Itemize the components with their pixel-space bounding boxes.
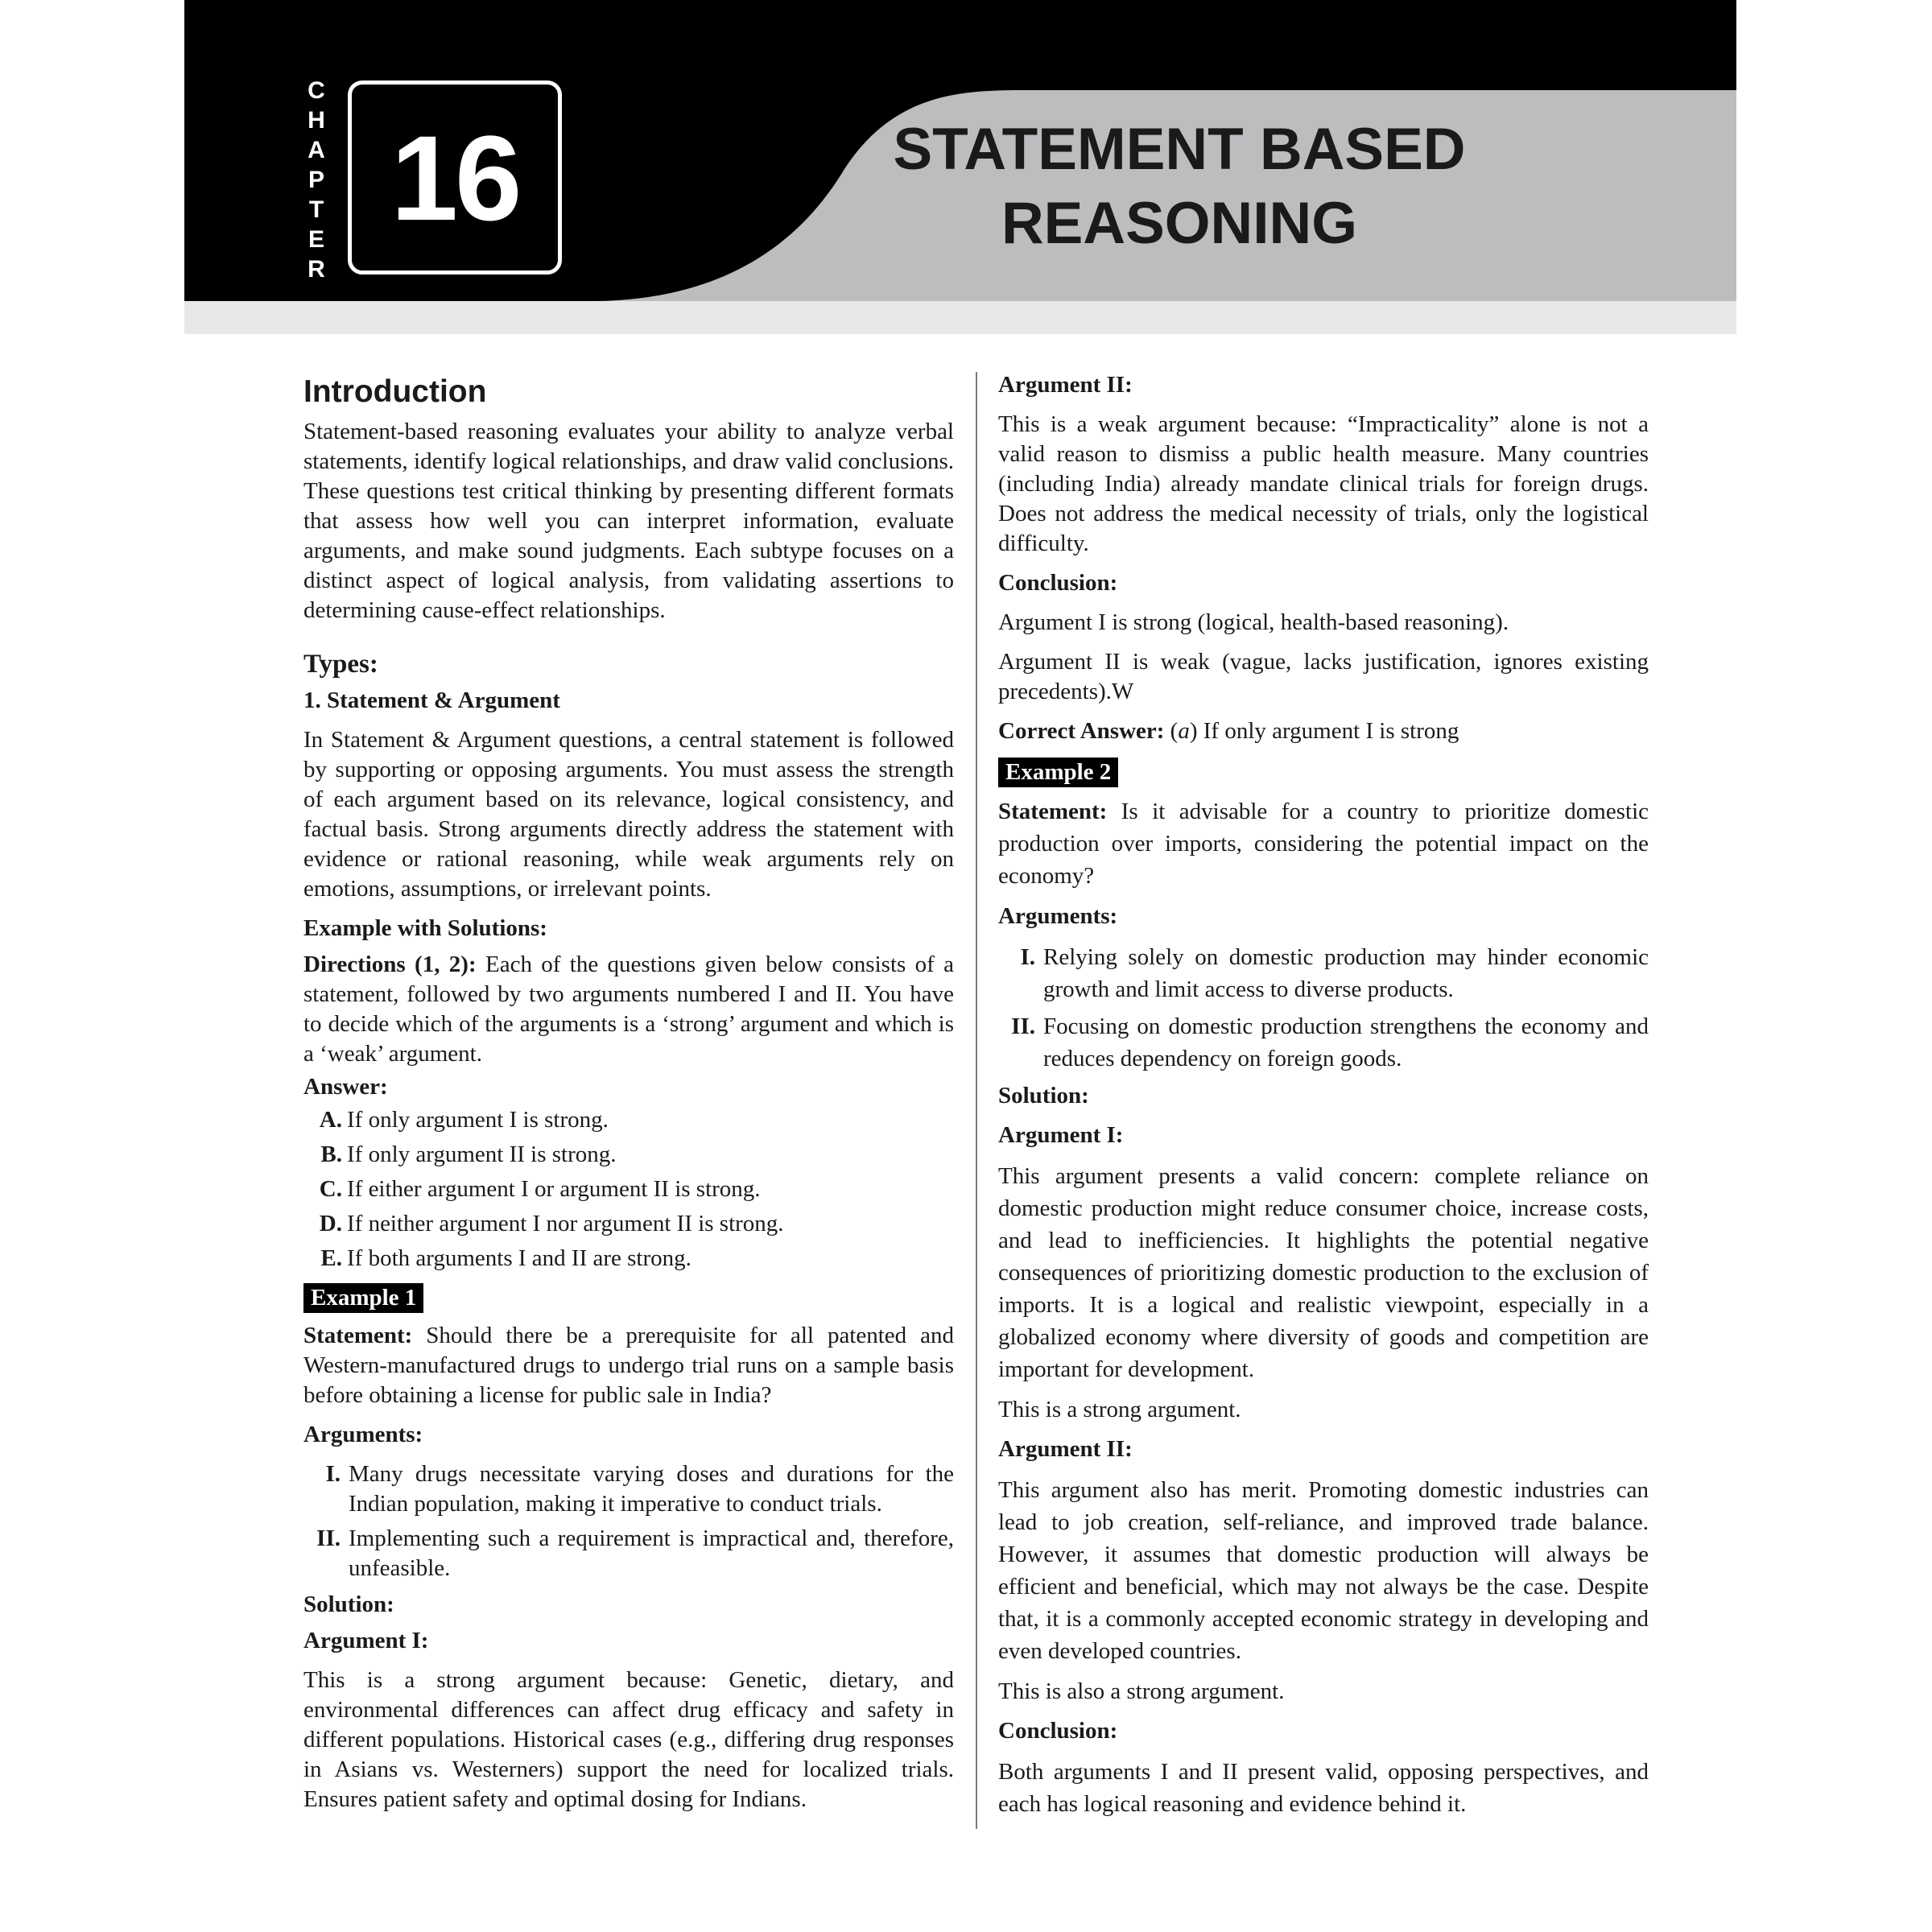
argument-key: II. (1011, 1013, 1035, 1039)
option-key: E. (320, 1245, 342, 1271)
argument-1-paragraph: This argument presents a valid concern: complete reliance on domestic production might reduce consumer choice, increase costs, and lead to inefficiencies. It highlights the potential negative consequences of prioritizing domestic production to the exclusion of imports. It is a logical and realistic viewpoint, especially in a globalized economy where diversity of goods and competition are important for development. (998, 1163, 1649, 1382)
list-item (320, 1140, 954, 1170)
chapter-letter: R (308, 256, 325, 283)
example-2-badge: Example 2 (998, 758, 1118, 787)
conclusion-line-1: Argument I is strong (logical, health-based reasoning). (998, 609, 1509, 635)
argument-1-verdict: This is a strong argument. (998, 1397, 1241, 1422)
list-item (325, 1459, 954, 1519)
right-column (998, 364, 1649, 1830)
chapter-number: 16 (390, 109, 519, 246)
arguments-heading: Arguments: (303, 1422, 423, 1447)
types-heading: Types: (303, 650, 378, 679)
chapter-vertical-label (304, 76, 328, 284)
statement-text: Is it advisable for a country to prioritize domestic production over imports, considering the potential impact on the economy? (998, 799, 1649, 889)
chapter-banner (184, 0, 1736, 334)
argument-key: II. (316, 1525, 341, 1551)
chapter-title-line2: REASONING (1001, 191, 1358, 256)
example-2-statement (998, 795, 1649, 892)
correct-answer-label: Correct Answer: (998, 718, 1165, 744)
argument-key: I. (325, 1461, 341, 1487)
left-column (303, 364, 954, 1824)
example-solutions-heading: Example with Solutions: (303, 915, 547, 941)
conclusion-paragraph: Both arguments I and II present valid, opposing perspectives, and each has logical reasoning and evidence behind it. (998, 1759, 1649, 1817)
option-text: If only argument II is strong. (347, 1141, 617, 1167)
option-key: A. (319, 1107, 342, 1133)
argument-2-heading: Argument II: (998, 372, 1133, 398)
argument-2-heading: Argument II: (998, 1436, 1133, 1462)
argument-text: Implementing such a requirement is impractical and, therefore, unfeasible. (349, 1525, 954, 1581)
chapter-letter: P (308, 167, 324, 193)
argument-key: I. (1020, 944, 1035, 970)
conclusion-heading: Conclusion: (998, 570, 1118, 596)
chapter-letter: C (308, 77, 325, 104)
directions-text: Each of the questions given below consists of a statement, followed by two arguments numbered I and II. You have to decide which of the arguments is a ‘strong’ argument and which is a ‘weak’ argument. (303, 952, 954, 1067)
option-text: If neither argument I nor argument II is strong. (347, 1211, 784, 1236)
answer-heading: Answer: (303, 1074, 388, 1100)
type1-heading: 1. Statement & Argument (303, 687, 560, 713)
option-text: If only argument I is strong. (347, 1107, 609, 1133)
option-text: If either argument I or argument II is strong. (347, 1176, 761, 1202)
chapter-letter: A (308, 137, 325, 163)
example-2-arguments-list (998, 941, 1649, 1075)
example-1-arguments-list (303, 1459, 954, 1583)
chapter-letter: E (308, 226, 324, 253)
solution-heading: Solution: (998, 1083, 1089, 1108)
statement-text: Should there be a prerequisite for all patented and Western-manufactured drugs to undergo trial runs on a sample basis before obtaining a license for public sale in India? (303, 1323, 954, 1408)
argument-2-paragraph: This argument also has merit. Promoting domestic industries can lead to job creation, self-reliance, and improved trade balance. However, it assumes that domestic production will always be efficient and beneficial, which may not always be the case. Despite that, it is a commonly accepted economic strategy in developing and even developed countries. (998, 1477, 1649, 1664)
list-item (319, 1174, 954, 1204)
introduction-paragraph: Statement-based reasoning evaluates your ability to analyze verbal statements, identify logical relationships, and draw valid conclusions. These questions test critical thinking by presenting different formats that assess how well you can interpret information, evaluate arguments, and make sound judgments. Each subtype focuses on a distinct aspect of logical analysis, from validating assertions to determining cause-effect relationships. (303, 419, 954, 623)
chapter-letter: T (308, 196, 324, 223)
conclusion-line-2: Argument II is weak (vague, lacks justification, ignores existing precedents).W (998, 649, 1649, 704)
option-key: C. (319, 1176, 342, 1202)
list-item (319, 1105, 954, 1135)
type1-paragraph: In Statement & Argument questions, a central statement is followed by supporting or opposing arguments. You must assess the strength of each argument based on its relevance, logical consistency, and factual basis. Strong arguments directly address the statement with evidence or rational reasoning, while weak arguments rely on emotions, assumptions, or irrelevant points. (303, 727, 954, 902)
list-item (1020, 941, 1649, 1005)
arguments-heading: Arguments: (998, 903, 1118, 929)
answer-options-list (303, 1105, 954, 1274)
chapter-title-line1: STATEMENT BASED (893, 117, 1466, 182)
argument-1-paragraph: This is a strong argument because: Genetic, dietary, and environmental differences can affect drug efficacy and safety in different populations. Historical cases (e.g., differing drug responses in Asians vs. Westerners) support the need for localized trials. Ensures patient safety and optimal dosing for Indians. (303, 1667, 954, 1812)
chapter-number-box (348, 80, 562, 275)
statement-label: Statement: (998, 799, 1108, 824)
list-item (1011, 1010, 1649, 1075)
solution-heading: Solution: (303, 1591, 394, 1617)
chapter-title (805, 113, 1554, 261)
conclusion-heading: Conclusion: (998, 1718, 1118, 1744)
column-divider (976, 372, 977, 1829)
option-key: D. (319, 1211, 342, 1236)
list-item (320, 1244, 954, 1274)
correct-answer: Correct Answer: (a) If only argument I is strong (998, 718, 1459, 744)
statement-label: Statement: (303, 1323, 413, 1348)
argument-text: Focusing on domestic production strengthens the economy and reduces dependency on foreign goods. (1043, 1013, 1649, 1071)
option-key: B. (320, 1141, 342, 1167)
list-item (316, 1524, 954, 1583)
chapter-letter: H (308, 107, 325, 134)
argument-text: Relying solely on domestic production may hinder economic growth and limit access to diverse products. (1043, 944, 1649, 1002)
argument-text: Many drugs necessitate varying doses and durations for the Indian population, making it imperative to conduct trials. (349, 1461, 954, 1517)
correct-answer-text: If only argument I is strong (1197, 718, 1459, 744)
option-text: If both arguments I and II are strong. (347, 1245, 691, 1271)
directions-paragraph (303, 950, 954, 1069)
correct-answer-option: a (1178, 718, 1190, 744)
argument-2-paragraph: This is a weak argument because: “Impracticality” alone is not a valid reason to dismiss a public health measure. Many countries (including India) already mandate clinical trials for foreign drugs. Does not address the medical necessity of trials, only the logistical difficulty. (998, 411, 1649, 556)
introduction-heading: Introduction (303, 374, 487, 409)
list-item (319, 1209, 954, 1239)
example-1-badge: Example 1 (303, 1283, 423, 1313)
argument-2-verdict: This is also a strong argument. (998, 1678, 1285, 1704)
argument-1-heading: Argument I: (303, 1628, 429, 1653)
example-1-statement (303, 1321, 954, 1410)
argument-1-heading: Argument I: (998, 1122, 1124, 1148)
directions-label: Directions (1, 2): (303, 952, 477, 977)
